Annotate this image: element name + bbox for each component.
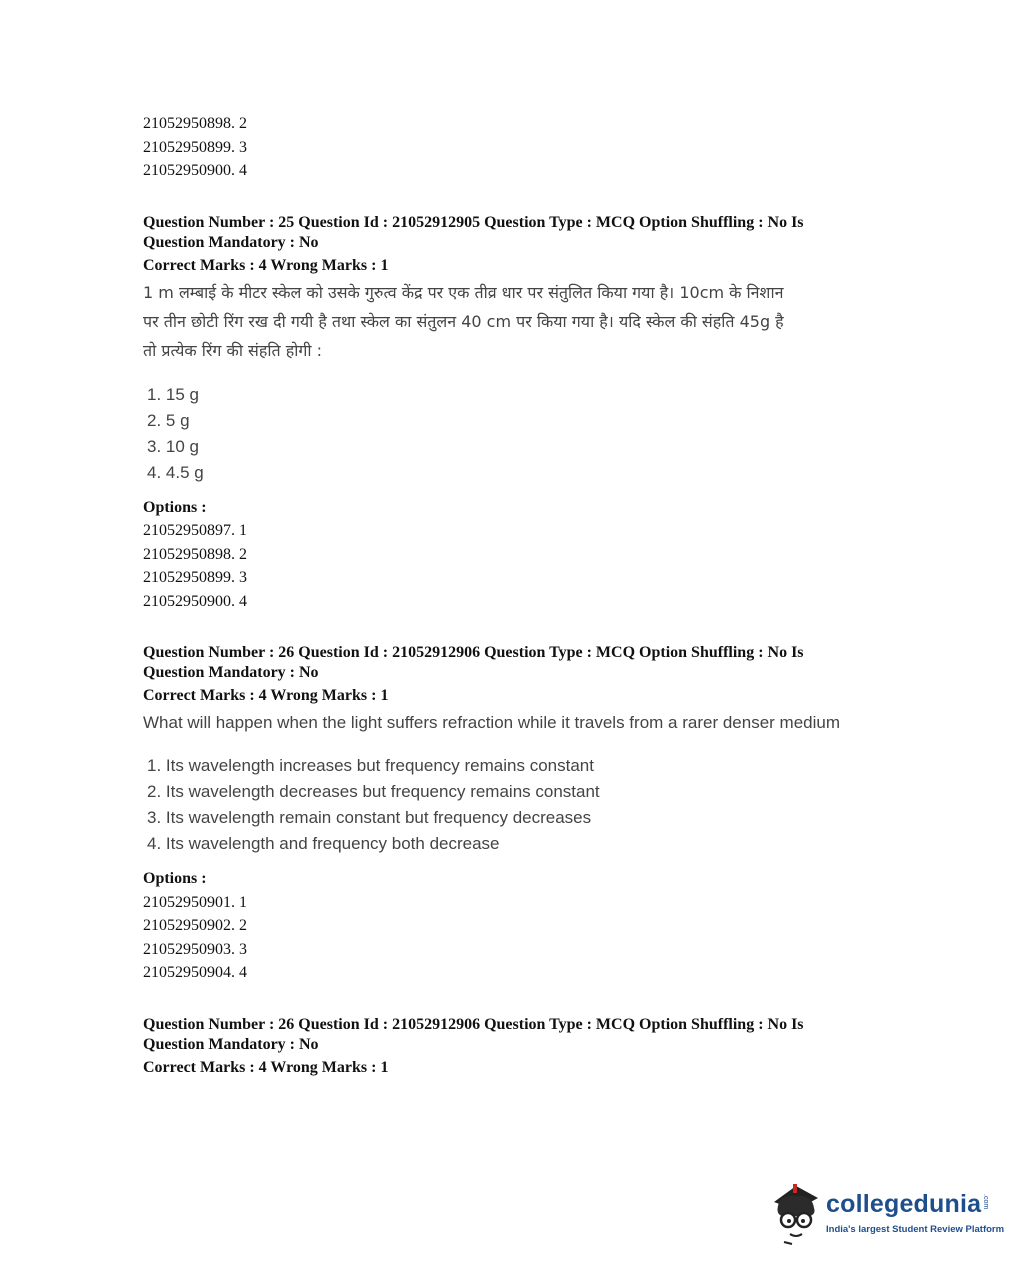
- question-header: Question Number : 25 Question Id : 21052912905 Question Type : MCQ Option Shuffling : No Is: [143, 213, 804, 231]
- option-line: 21052950898. 2: [143, 115, 247, 132]
- question-marks: Correct Marks : 4 Wrong Marks : 1: [143, 1058, 389, 1076]
- question-text: [143, 279, 883, 364]
- logo-tagline: India's largest Student Review Platform: [826, 1224, 1005, 1235]
- option-line: 21052950900. 4: [143, 162, 247, 179]
- question-block: [143, 1015, 883, 1079]
- mascot-icon: [766, 1180, 826, 1250]
- question-text-line: 1 m लम्बाई के मीटर स्केल को उसके गुरुत्व केंद्र पर एक तीव्र धार पर संतुलित किया गया है। 10cm के निशान: [143, 282, 784, 302]
- choice-item: 4. Its wavelength and frequency both decrease: [147, 834, 500, 853]
- choice-list: [143, 753, 883, 857]
- question-block: [143, 643, 883, 985]
- document-page: [143, 112, 883, 1079]
- question-text-line: तो प्रत्येक रिंग की संहति होगी :: [143, 340, 322, 360]
- logo-name: collegedunia: [826, 1190, 982, 1218]
- options-list: [143, 891, 883, 985]
- question-header: Question Number : 26 Question Id : 21052912906 Question Type : MCQ Option Shuffling : No Is: [143, 644, 804, 661]
- option-line: 21052950902. 2: [143, 917, 247, 934]
- question-mandatory: Question Mandatory : No: [143, 233, 319, 251]
- option-line: 21052950904. 4: [143, 964, 247, 981]
- choice-item: 2. 5 g: [147, 410, 190, 430]
- options-label: Options :: [143, 870, 207, 887]
- option-line: 21052950899. 3: [143, 138, 247, 156]
- question-text-line: पर तीन छोटी रिंग रख दी गयी है तथा स्केल का संतुलन 40 cm पर किया गया है। यदि स्केल की संहति 45g है: [143, 311, 784, 331]
- logo-suffix: .com: [982, 1194, 989, 1210]
- question-block: [143, 213, 883, 614]
- question-mandatory: Question Mandatory : No: [143, 664, 319, 681]
- choice-list: [143, 382, 883, 486]
- options-list: [143, 519, 883, 613]
- question-text: [143, 711, 883, 735]
- option-line: 21052950900. 4: [143, 592, 247, 610]
- option-line: 21052950898. 2: [143, 545, 247, 563]
- choice-item: 1. 15 g: [147, 384, 199, 404]
- question-mandatory: Question Mandatory : No: [143, 1035, 319, 1053]
- question-text-line: What will happen when the light suffers refraction while it travels from a rarer denser medium: [143, 713, 840, 732]
- top-options-list: [143, 112, 883, 183]
- collegedunia-logo: [766, 1180, 1005, 1250]
- choice-item: 3. 10 g: [147, 436, 199, 456]
- choice-item: 3. Its wavelength remain constant but frequency decreases: [147, 808, 592, 827]
- question-marks: Correct Marks : 4 Wrong Marks : 1: [143, 687, 389, 704]
- choice-item: 2. Its wavelength decreases but frequency remains constant: [147, 782, 600, 801]
- option-line: 21052950901. 1: [143, 893, 247, 911]
- choice-item: 4. 4.5 g: [147, 462, 204, 482]
- question-marks: Correct Marks : 4 Wrong Marks : 1: [143, 256, 389, 274]
- choice-item: 1. Its wavelength increases but frequency remains constant: [147, 756, 594, 775]
- question-header: Question Number : 26 Question Id : 21052912906 Question Type : MCQ Option Shuffling : No Is: [143, 1015, 804, 1033]
- option-line: 21052950903. 3: [143, 940, 247, 958]
- option-line: 21052950897. 1: [143, 522, 247, 539]
- options-label: Options :: [143, 498, 207, 516]
- option-line: 21052950899. 3: [143, 569, 247, 586]
